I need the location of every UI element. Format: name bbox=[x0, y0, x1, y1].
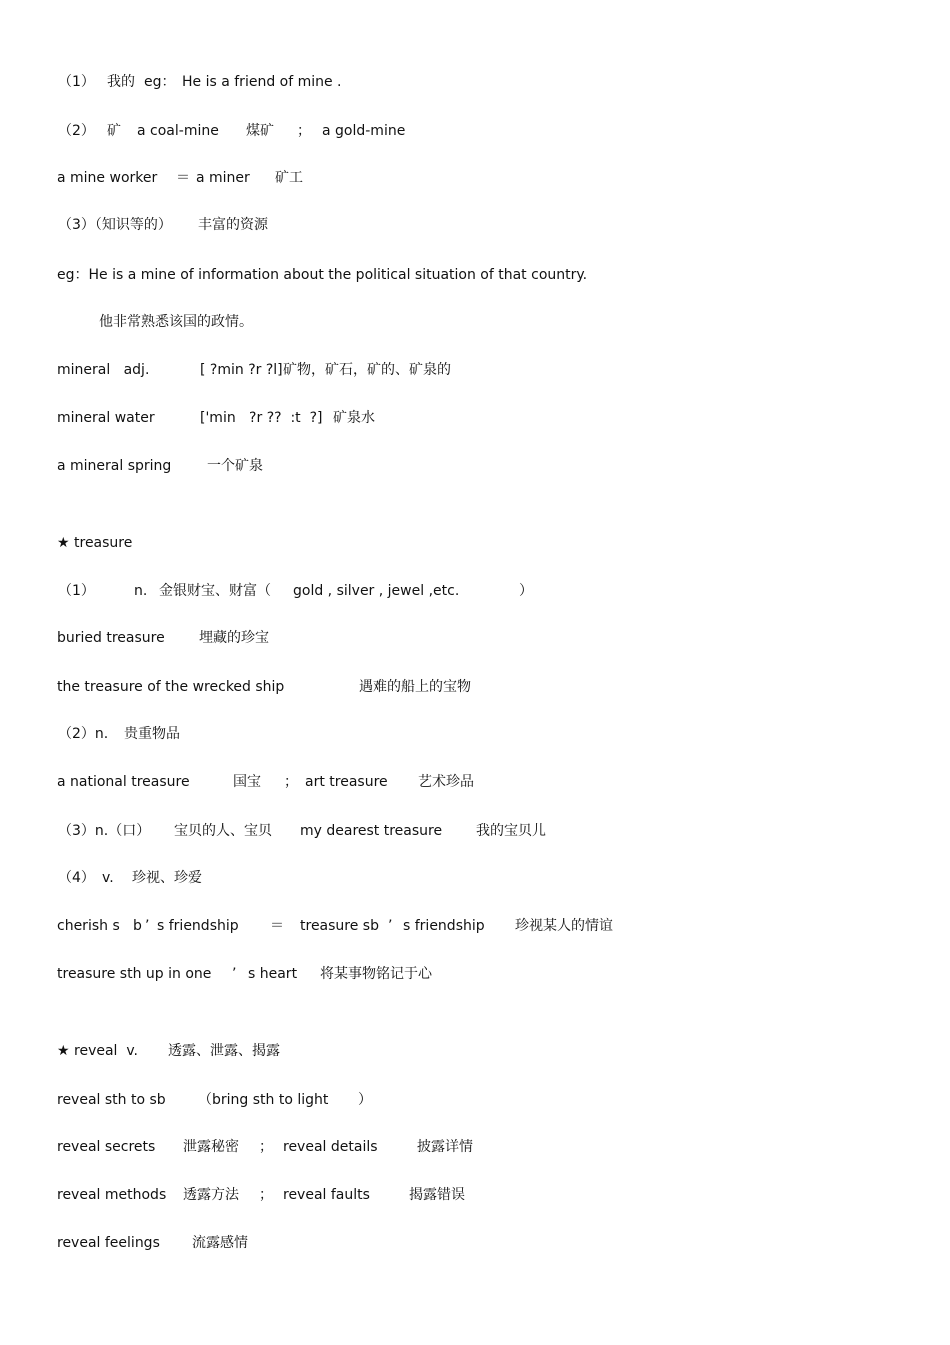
text-segment: 我的宝贝儿 bbox=[476, 823, 546, 839]
line-mine-sense-1 bbox=[0, 72, 950, 92]
text-segment: ['min ?r ?? :t ?] bbox=[200, 410, 323, 426]
text-segment: 透露方法 bbox=[183, 1187, 239, 1203]
text-segment: reveal secrets bbox=[57, 1139, 156, 1155]
text-segment: 贵重物品 bbox=[124, 726, 180, 742]
line-wrecked-ship bbox=[0, 677, 950, 697]
line-national-treasure bbox=[0, 772, 950, 792]
text-segment: ； bbox=[259, 1139, 273, 1155]
line-reveal-heading bbox=[0, 1041, 950, 1061]
text-segment: 遇难的船上的宝物 bbox=[359, 679, 471, 695]
text-segment: [ ?min ?r ?l] bbox=[200, 362, 283, 378]
text-segment: （3）n.（口） bbox=[58, 823, 151, 839]
text-segment: ） bbox=[519, 583, 533, 599]
text-segment: 丰富的资源 bbox=[198, 217, 268, 233]
text-segment: 宝贝的人、宝贝 bbox=[174, 823, 272, 839]
text-segment: eg：He is a mine of information about the political situation of that country. bbox=[57, 267, 588, 283]
text-segment: （4） bbox=[58, 870, 95, 886]
text-segment: 他非常熟悉该国的政情。 bbox=[99, 314, 253, 330]
text-segment: 流露感情 bbox=[192, 1235, 248, 1251]
line-treasure-heading bbox=[0, 533, 950, 553]
text-segment: my dearest treasure bbox=[300, 823, 443, 839]
text-segment: buried treasure bbox=[57, 630, 165, 646]
text-segment: ★ reveal v. bbox=[57, 1043, 138, 1059]
line-mine-worker bbox=[0, 168, 950, 188]
line-reveal-secrets bbox=[0, 1137, 950, 1157]
text-segment: b bbox=[133, 918, 142, 934]
line-mine-example bbox=[0, 265, 950, 285]
text-segment: mineral water bbox=[57, 410, 155, 426]
text-segment: s friendship bbox=[157, 918, 239, 934]
text-segment: a coal-mine bbox=[137, 123, 219, 139]
text-segment: 煤矿 bbox=[246, 123, 274, 139]
line-reveal-to-sb bbox=[0, 1090, 950, 1110]
line-mineral-adj bbox=[0, 360, 950, 380]
text-segment: 将某事物铭记于心 bbox=[320, 966, 432, 982]
text-segment: 矿工 bbox=[275, 170, 303, 186]
text-segment: 披露详情 bbox=[417, 1139, 473, 1155]
text-segment: 艺术珍品 bbox=[418, 774, 474, 790]
line-cherish-friendship bbox=[0, 916, 950, 936]
text-segment: reveal sth to sb bbox=[57, 1092, 166, 1108]
text-segment: （bring sth to light bbox=[198, 1092, 329, 1108]
text-segment: cherish s bbox=[57, 918, 120, 934]
line-mine-sense-2 bbox=[0, 121, 950, 141]
text-segment: 我的 bbox=[107, 74, 135, 90]
text-segment: 埋藏的珍宝 bbox=[199, 630, 269, 646]
text-segment: ； bbox=[259, 1187, 273, 1203]
text-segment: He is a friend of mine . bbox=[182, 74, 342, 90]
line-reveal-methods bbox=[0, 1185, 950, 1205]
text-segment: ’ bbox=[232, 966, 237, 982]
text-segment: 矿泉水 bbox=[333, 410, 375, 426]
line-mineral-water bbox=[0, 408, 950, 428]
text-segment: ’ bbox=[145, 918, 150, 934]
text-segment: ） bbox=[358, 1092, 372, 1108]
text-segment: s friendship bbox=[403, 918, 485, 934]
line-mineral-spring bbox=[0, 456, 950, 476]
text-segment: ★ treasure bbox=[57, 535, 133, 551]
text-segment: ； bbox=[297, 123, 311, 139]
text-segment: 珍视、珍爱 bbox=[132, 870, 202, 886]
text-segment: ； bbox=[284, 774, 298, 790]
text-segment: gold , silver , jewel ,etc. bbox=[293, 583, 460, 599]
text-segment: 珍视某人的情谊 bbox=[515, 918, 613, 934]
text-segment: reveal faults bbox=[283, 1187, 370, 1203]
text-segment: （1） bbox=[58, 583, 95, 599]
text-segment: 揭露错误 bbox=[409, 1187, 465, 1203]
text-segment: a national treasure bbox=[57, 774, 190, 790]
line-treasure-sense-1 bbox=[0, 581, 950, 601]
text-segment: a miner bbox=[196, 170, 250, 186]
text-segment: a mine worker bbox=[57, 170, 158, 186]
text-segment: art treasure bbox=[305, 774, 388, 790]
text-segment: n. bbox=[134, 583, 148, 599]
line-treasure-sense-2 bbox=[0, 724, 950, 744]
line-treasure-sense-3 bbox=[0, 821, 950, 841]
text-segment: treasure sb bbox=[300, 918, 379, 934]
line-treasure-heart bbox=[0, 964, 950, 984]
line-treasure-sense-4 bbox=[0, 868, 950, 888]
text-segment: reveal details bbox=[283, 1139, 378, 1155]
text-segment: reveal feelings bbox=[57, 1235, 160, 1251]
text-segment: mineral adj. bbox=[57, 362, 150, 378]
text-segment: （3）（知识等的） bbox=[58, 217, 172, 233]
line-buried-treasure bbox=[0, 628, 950, 648]
text-segment: 泄露秘密 bbox=[183, 1139, 239, 1155]
text-segment: （2） bbox=[58, 123, 95, 139]
text-segment: 金银财宝、财富（ bbox=[159, 583, 271, 599]
text-segment: 一个矿泉 bbox=[207, 458, 263, 474]
text-segment: 透露、泄露、揭露 bbox=[168, 1043, 280, 1059]
text-segment: ’ bbox=[388, 918, 393, 934]
text-segment: （1） bbox=[58, 74, 95, 90]
text-segment: s heart bbox=[248, 966, 298, 982]
text-segment: （2）n. bbox=[58, 726, 109, 742]
text-segment: 矿物，矿石，矿的、矿泉的 bbox=[283, 362, 451, 378]
text-segment: the treasure of the wrecked ship bbox=[57, 679, 285, 695]
line-mine-example-translation bbox=[0, 312, 950, 332]
text-segment: ＝ bbox=[176, 170, 190, 186]
text-segment: ＝ bbox=[270, 918, 284, 934]
text-segment: 矿 bbox=[107, 123, 121, 139]
text-segment: a mineral spring bbox=[57, 458, 172, 474]
text-segment: treasure sth up in one bbox=[57, 966, 212, 982]
line-reveal-feelings bbox=[0, 1233, 950, 1253]
text-segment: v. bbox=[102, 870, 114, 886]
text-segment: reveal methods bbox=[57, 1187, 167, 1203]
text-segment: 国宝 bbox=[233, 774, 261, 790]
text-segment: eg： bbox=[144, 74, 176, 90]
line-mine-sense-3 bbox=[0, 215, 950, 235]
text-segment: a gold-mine bbox=[322, 123, 406, 139]
